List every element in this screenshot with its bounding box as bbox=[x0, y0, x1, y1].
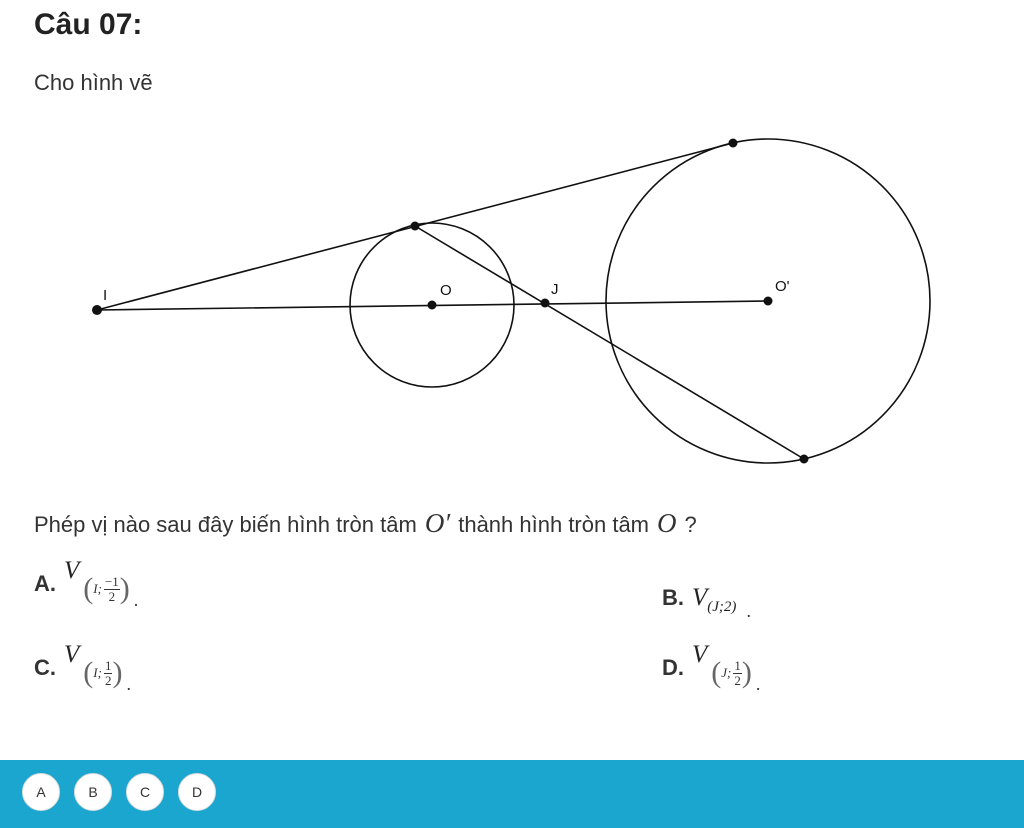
answer-button-d[interactable]: D bbox=[178, 773, 216, 811]
label-j: J bbox=[551, 281, 559, 298]
option-d-center: J; bbox=[721, 665, 732, 680]
point-j bbox=[541, 299, 550, 308]
tangent-point-small bbox=[411, 222, 420, 231]
option-d-end: . bbox=[755, 674, 761, 694]
label-i: I bbox=[103, 287, 108, 304]
question-prompt bbox=[34, 508, 697, 539]
answer-button-c[interactable]: C bbox=[126, 773, 164, 811]
answer-button-b[interactable]: B bbox=[74, 773, 112, 811]
point-o-prime bbox=[764, 297, 773, 306]
point-i bbox=[92, 305, 102, 315]
option-b-end: . bbox=[746, 601, 751, 621]
option-d-num: 1 bbox=[734, 657, 741, 673]
option-a-symbol: V bbox=[64, 557, 80, 584]
prompt-before: Phép vị nào sau đây biến hình tròn tâm bbox=[34, 512, 417, 537]
center-to: O bbox=[657, 508, 677, 538]
option-c-num: 1 bbox=[104, 657, 112, 673]
option-c-symbol: V bbox=[64, 641, 80, 668]
option-c bbox=[34, 641, 131, 694]
secant-line bbox=[415, 226, 804, 459]
option-a bbox=[34, 557, 139, 610]
question-title: Câu 07: bbox=[34, 8, 143, 41]
option-b bbox=[662, 584, 751, 621]
option-c-center: I; bbox=[93, 665, 102, 680]
geometry-figure bbox=[0, 110, 1024, 490]
option-a-center: I; bbox=[93, 581, 102, 596]
option-d-den: 2 bbox=[734, 672, 741, 688]
label-o-prime: O' bbox=[775, 278, 790, 295]
option-a-num: −1 bbox=[104, 573, 119, 589]
option-b-symbol: V bbox=[692, 584, 708, 611]
option-a-den: 2 bbox=[108, 588, 116, 604]
question-intro: Cho hình vẽ bbox=[34, 70, 153, 95]
option-c-den: 2 bbox=[104, 672, 112, 688]
tangent-point-large bbox=[729, 139, 738, 148]
prompt-end: ? bbox=[684, 512, 697, 537]
answer-button-a[interactable]: A bbox=[22, 773, 60, 811]
option-b-sub: (J;2) bbox=[707, 599, 737, 615]
center-from: O′ bbox=[424, 508, 451, 538]
option-d-letter: D. bbox=[662, 654, 684, 680]
option-d-symbol: V bbox=[692, 641, 708, 668]
option-a-end: . bbox=[133, 590, 139, 610]
label-o: O bbox=[440, 282, 452, 299]
option-c-letter: C. bbox=[34, 654, 56, 680]
option-c-formula: V ( I; $\frac{1}{2}$ ) . bbox=[64, 641, 131, 694]
option-d bbox=[662, 641, 761, 694]
option-b-letter: B. bbox=[662, 585, 684, 610]
option-d-formula: V ( J; $\frac{1}{2}$ ) . bbox=[692, 641, 761, 694]
option-c-end: . bbox=[126, 674, 131, 694]
point-o bbox=[428, 301, 437, 310]
option-b-formula bbox=[692, 584, 751, 621]
prompt-middle: thành hình tròn tâm bbox=[458, 512, 650, 537]
option-a-formula: V ( I; $\frac{-1}{2}$ ) . bbox=[64, 557, 139, 610]
answer-bar bbox=[0, 760, 1024, 828]
point-large-bottom bbox=[800, 455, 809, 464]
option-a-letter: A. bbox=[34, 570, 56, 596]
